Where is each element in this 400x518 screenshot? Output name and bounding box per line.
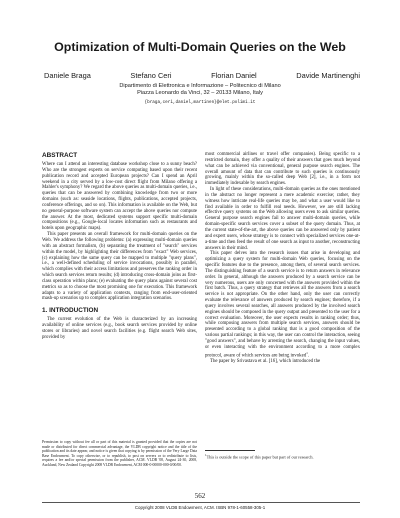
body-paragraph: In light of these considerations, multi-domain queries as the ones mentioned in the abstract no longer represent a mere academic exercise; rather, they witness how intricate real-life queries may be, and what a user would like to find available in order to fulfill real needs. However, we are still lacking effective query systems on the Web allowing users even to ask similar queries. General purpose search engines fail to answer multi-domain queries, while domain-specific search services cover a subset of the query domain. Thus, at the current state-of-the-art, the above queries can be answered only by patient and expert users, whose strategy is to connect with specialized services one-at-a-time and then feed the result of one search as input to another, reconstructing answers in their mind. [205,187,360,251]
page-number: 562 [194,492,206,500]
right-column [205,152,360,365]
introduction-heading: 1. INTRODUCTION [42,307,99,315]
author-name: Stefano Ceri [130,71,172,80]
footer-divider [42,502,360,503]
author-name: Florian Daniel [211,71,257,80]
affiliation-line: Dipartimento di Elettronica e Informazione – Politecnico di Milano [119,83,281,89]
footnote-number: 1 [205,453,207,457]
body-text: This paper delves into the research issues that arise in developing and optimizing a query system for multi-domain Web queries, focusing on the specific features due to the presence, among them, of several search services. The distinguishing feature of a search service is to return answers in relevance order. In general, although the answers produced by a search service can be very numerous, users are only concerned with the answers provided within the first batch. Thus, a query strategy that retrieves all the answers from a search service is not appropriate. On the other hand, only the user can correctly evaluate the relevance of answers produced by search engines; therefore, if a query involves several searches, all answers produced by the involved search engines should be composed in the query output and presented to the user for a correct evaluation. Moreover, the user expects results in ranking order; thus, while composing answers from multiple search services, answers should be presented according to a global ranking that is a good composition of the various partial rankings; in this way, the user can control the interaction, seeing "good answers", and behave by arresting the search, changing the input values, or even interacting with the environment according to a more complex protocol, aware of which services are being invoked [205,251,360,359]
body-paragraph: The current evolution of the Web is characterized by an increasing availability of online services (e.g., book search services provided by online stores or libraries) and novel search facilities (e.g. flight search Web sites, provided by [42,317,197,340]
affiliation-line: Piazza Leonardo da Vinci, 32 – 20133 Milano, Italy [137,90,263,97]
footnote-marker: 1 [306,350,308,355]
author-list [44,71,360,80]
author-name: Daniele Braga [44,71,91,80]
author-name: Davide Martinenghi [296,71,360,80]
permission-notice [42,440,197,468]
author-emails: {braga,ceri,daniel,martinen}@elet.polimi.it [144,100,256,105]
footnote [205,453,360,460]
body-paragraph: most commercial airlines or travel offer companies). Being specific to a restricted domain, they offer a quality of their answers that goes much beyond what can be achieved via conventional, general purpose search engines. The overall amount of data that can contribute to such queries is continuously growing, mainly within the so-called deep Web [2], i.e., in a form not immediately indexable by search engines. [205,152,360,187]
affiliation [0,83,400,98]
body-paragraph: This paper delves into the research issues that arise in developing and optimizing a query system for multi-domain Web queries, focusing on the specific features due to the presence, among them, of several search services. The distinguishing feature of a search service is to return answers in relevance order. In general, although the answers produced by a search service can be very numerous, users are only concerned with the answers provided within the first batch. Thus, a query strategy that retrieves all the answers from a search service is not appropriate. On the other hand, only the user can correctly evaluate the relevance of answers produced by search engines; therefore, if a query involves several searches, all answers produced by the involved search engines should be composed in the query output and presented to the user for a correct evaluation. Moreover, the user expects results in ranking order; thus, while composing answers from multiple search services, answers should be presented according to a global ranking that is a good composition of the various partial rankings; in this way, the user can control the interaction, seeing "good answers", and behave by arresting the search, changing the input values, or even interacting with the environment according to a more complex protocol, aware of which services are being invoked$^1$. [205,251,360,359]
abstract-paragraph: Where can I attend an interesting database workshop close to a sunny beach? Who are the strongest experts on service computing based upon their recent publication record and accepted European projects? Can I spend an April weekend in a city served by a low-cost direct flight from Milano offering a Mahler's symphony? We regard the above queries as multi-domain queries, i.e., queries that can be answered by combining knowledge from two or more domains (such as: seaside locations, flights, publications, accepted projects, conference offerings, and so on). This information is available on the Web, but no general-purpose software system can accept the above queries nor compute the answer. At the most, dedicated systems support specific multi-domain compositions (e.g., Google-local locates information such as restaurants and hotels upon geographic maps). [42,162,197,232]
footnote-text: This is outside the scope of this paper but part of our research. [206,454,314,460]
abstract-heading: ABSTRACT [42,152,78,159]
paper-title: Optimization of Multi-Domain Queries on the Web [54,40,346,54]
copyright-inline: Copyright 2008 VLDB Endowment, ACM 000-0-00000-000-0/00/00. [78,462,182,467]
abstract-paragraph: This paper presents an overall framework for multi-domain queries on the Web. We address the following problems: (a) expressing multi-domain queries with an abstract formalism, (b) separating the treatment of "search" services within the model, by highlighting their differences from "exact" Web services, (c) explaining how the same query can be mapped to multiple "query plans", i.e., a well-defined scheduling of service invocations, possibly in parallel, which complies with their access limitations and preserves the ranking order in which search services return results; (d) introducing cross-domain joins as first-class operation within plans; (e) evaluating the query plans against several cost metrics so as to choose the most promising one for execution. This framework adapts to a variety of application contexts, ranging from end-user-oriented mash-up scenarios up to complex application integration scenarios. [42,232,197,302]
body-paragraph: The paper by Srivastava et al. [16], which introduced the [210,359,321,365]
venue-line: VLDB '08, August 24-30, 2008, Auckland, New Zealand [42,458,197,467]
left-column [42,152,197,341]
footnote-divider [205,450,255,451]
footer-copyright: Copyright 2008 VLDB Endowment, ACM. ISBN 978-1-60558-305-1 [134,505,266,510]
permission-text: Permission to copy without fee all or part of this material is granted provided that the copies are not made or distributed for direct commercial advantage, the VLDB copyright notice and the title of the publication and its date appear, and notice is given that copying is by permission of the Very Large Data Base Endowment. To copy otherwise, or to republish, to post on servers or to redistribute to lists, requires a fee and/or special permission from the publisher, ACM. [42,440,197,463]
